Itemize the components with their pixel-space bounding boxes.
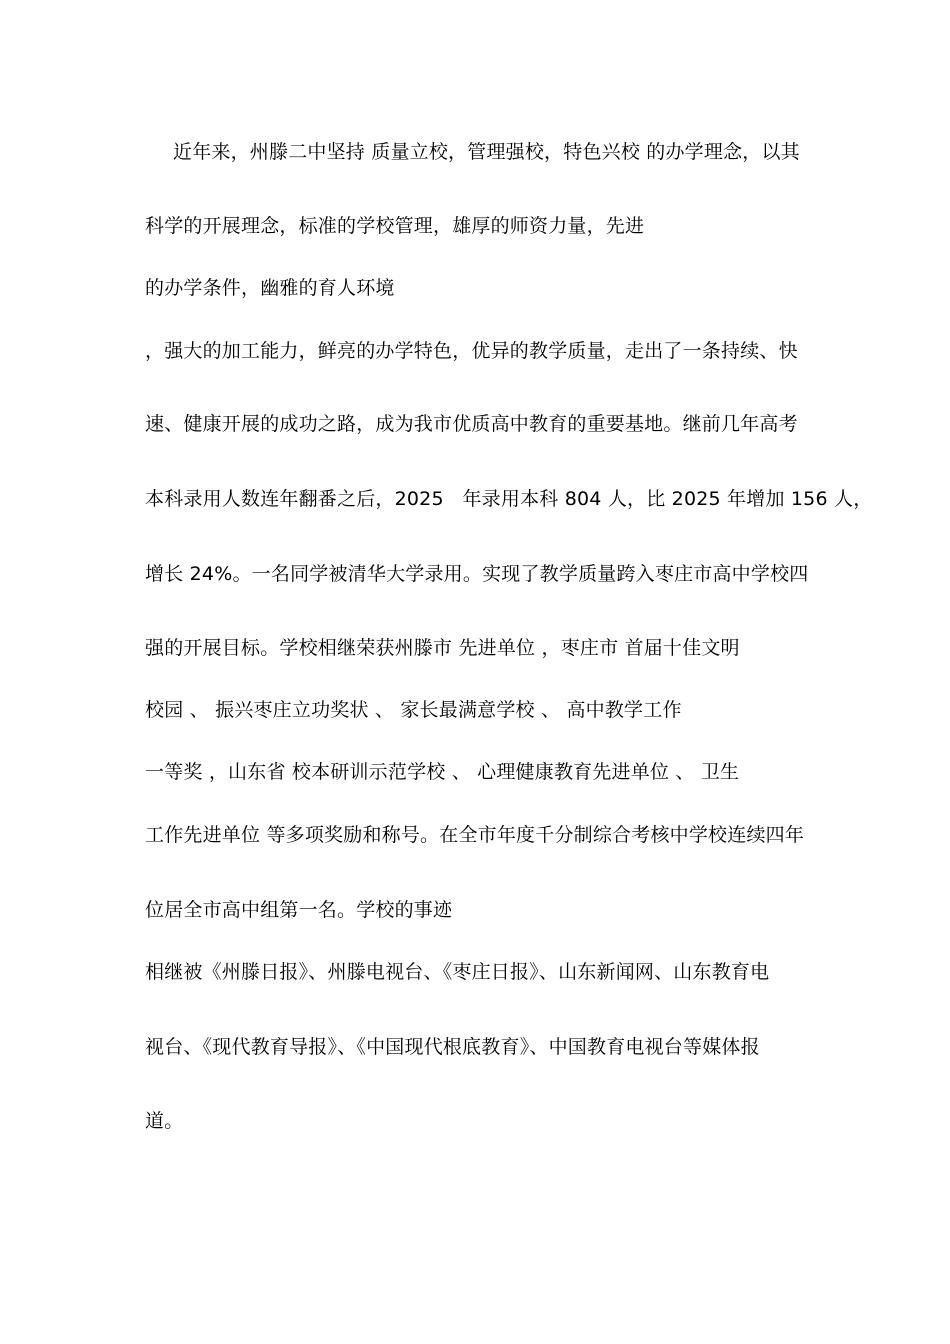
- paragraph-line-1: 近年来，州滕二中坚持 质量立校，管理强校，特色兴校 的办学理念，以其: [173, 141, 800, 163]
- paragraph-line-2: 科学的开展理念，标准的学校管理，雄厚的师资力量，先进: [145, 215, 645, 237]
- paragraph-line-11: 工作先进单位 等多项奖励和称号。在全市年度千分制综合考核中学校连续四年: [145, 824, 805, 846]
- paragraph-line-14: 视台、《现代教育导报》、《中国现代根底教育》、中国教育电视台等媒体报: [145, 1036, 760, 1058]
- paragraph-line-7: 增长 24%。一名同学被清华大学录用。实现了教学质量跨入枣庄市高中学校四: [145, 563, 809, 585]
- paragraph-line-3: 的办学条件，幽雅的育人环境: [145, 277, 395, 299]
- paragraph-line-9: 校园 、 振兴枣庄立功奖状 、 家长最满意学校 、 高中教学工作: [145, 699, 682, 721]
- paragraph-line-6: 本科录用人数连年翻番之后，2025 年录用本科 804 人，比 2025 年增加 156 人，: [145, 488, 873, 510]
- paragraph-line-10: 一等奖 ，山东省 校本研训示范学校 、 心理健康教育先进单位 、 卫生: [145, 761, 740, 783]
- paragraph-line-8: 强的开展目标。学校相继荣获州滕市 先进单位 ，枣庄市 首届十佳文明: [145, 637, 740, 659]
- paragraph-line-5: 速、健康开展的成功之路，成为我市优质高中教育的重要基地。继前几年高考: [145, 413, 798, 435]
- paragraph-line-4: ，强大的加工能力，鲜亮的办学特色，优异的教学质量，走出了一条持续、快: [145, 340, 798, 362]
- paragraph-line-12: 位居全市高中组第一名。学校的事迹: [145, 899, 453, 921]
- paragraph-line-13: 相继被《州滕日报》、州滕电视台、《枣庄日报》、山东新闻网、山东教育电: [145, 961, 770, 983]
- paragraph-line-15: 道。: [145, 1110, 184, 1132]
